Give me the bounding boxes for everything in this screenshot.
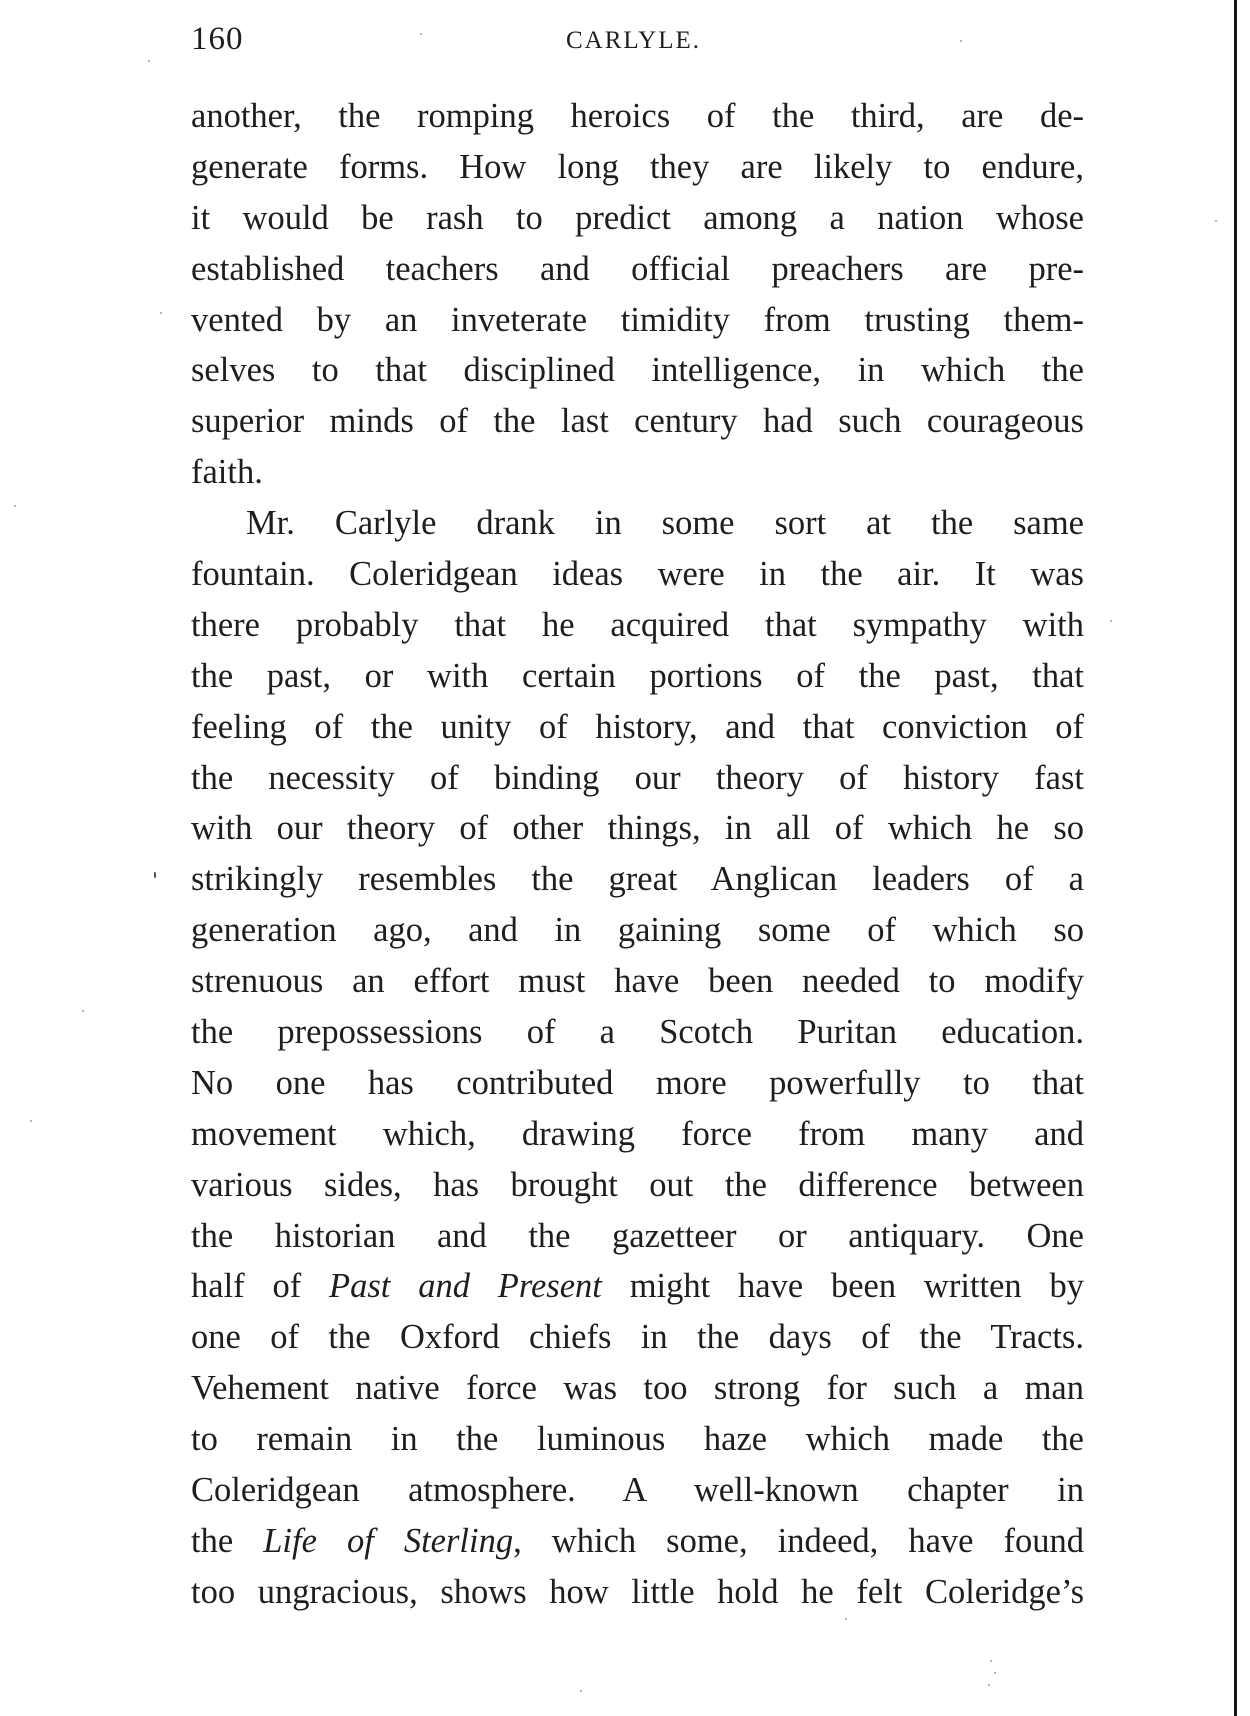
text-line: it would be rash to predict among a nation whose	[191, 198, 1084, 237]
italic-title: Life of Sterling	[263, 1521, 514, 1560]
text-line: movement which, drawing force from many and	[191, 1114, 1084, 1153]
text-line: faith.	[191, 453, 263, 492]
paper-speck	[420, 33, 422, 35]
text-line: established teachers and official preachers are pre-	[191, 249, 1084, 288]
text-line: generate forms. How long they are likely to endure,	[191, 147, 1084, 186]
text-line: too ungracious, shows how little hold he felt Coleridge’s	[191, 1572, 1084, 1611]
paper-speck	[990, 1660, 992, 1662]
text-line: the past, or with certain portions of the past, that	[191, 656, 1084, 695]
paper-speck	[160, 312, 162, 314]
text-line: another, the romping heroics of the third, are de-	[191, 97, 1084, 135]
text-line: the historian and the gazetteer or antiquary. One	[191, 1216, 1084, 1255]
text-line: Vehement native force was too strong for such a man	[191, 1369, 1084, 1408]
paper-speck	[154, 872, 156, 878]
paper-speck	[845, 1618, 847, 1620]
paper-speck	[1110, 620, 1112, 622]
text-line: strikingly resembles the great Anglican leaders of a	[191, 860, 1084, 899]
text-line: the necessity of binding our theory of history fast	[191, 758, 1084, 797]
page-header	[191, 14, 1091, 64]
text-line: No one has contributed more powerfully to that	[191, 1063, 1084, 1102]
text-line: vented by an inveterate timidity from trusting them-	[191, 300, 1084, 339]
text-line: the prepossessions of a Scotch Puritan education.	[191, 1013, 1084, 1052]
text-line: Coleridgean atmosphere. A well-known chapter in	[191, 1471, 1084, 1510]
text-line: selves to that disciplined intelligence, in which the	[191, 351, 1084, 390]
paragraph-1	[191, 91, 1084, 498]
paper-speck	[82, 1010, 84, 1012]
paper-speck	[960, 40, 962, 42]
body-text	[191, 91, 1084, 1618]
running-head: CARLYLE.	[566, 27, 702, 54]
text-line: with our theory of other things, in all of which he so	[191, 809, 1084, 848]
italic-title: Past and Present	[329, 1267, 602, 1306]
text-line: superior minds of the last century had such courageous	[191, 402, 1084, 441]
text-line: there probably that he acquired that sympathy with	[191, 605, 1084, 644]
paper-speck	[148, 60, 150, 62]
page-number: 160	[191, 21, 244, 57]
text-line: to remain in the luminous haze which made the	[191, 1420, 1084, 1459]
paper-speck	[1215, 220, 1217, 222]
paper-speck	[988, 1684, 990, 1686]
text-line: strenuous an effort must have been needed to modify	[191, 962, 1084, 1001]
paragraph-2	[191, 498, 1084, 1618]
paper-speck	[994, 1672, 996, 1674]
text-line: the Life of Sterling, which some, indeed, have found	[191, 1521, 1084, 1560]
page-edge-rule	[1234, 0, 1237, 1716]
text-line: one of the Oxford chiefs in the days of the Tracts.	[191, 1318, 1084, 1357]
text-line: Mr. Carlyle drank in some sort at the same	[246, 504, 1084, 543]
text-line: fountain. Coleridgean ideas were in the air. It was	[191, 555, 1084, 594]
paper-speck	[14, 505, 16, 507]
text-line: generation ago, and in gaining some of which so	[191, 911, 1084, 950]
text-line: various sides, has brought out the difference between	[191, 1165, 1084, 1204]
text-line: feeling of the unity of history, and that conviction of	[191, 707, 1084, 746]
paper-speck	[580, 1690, 582, 1692]
paper-speck	[30, 1120, 32, 1122]
text-line: half of Past and Present might have been written by	[191, 1267, 1084, 1306]
